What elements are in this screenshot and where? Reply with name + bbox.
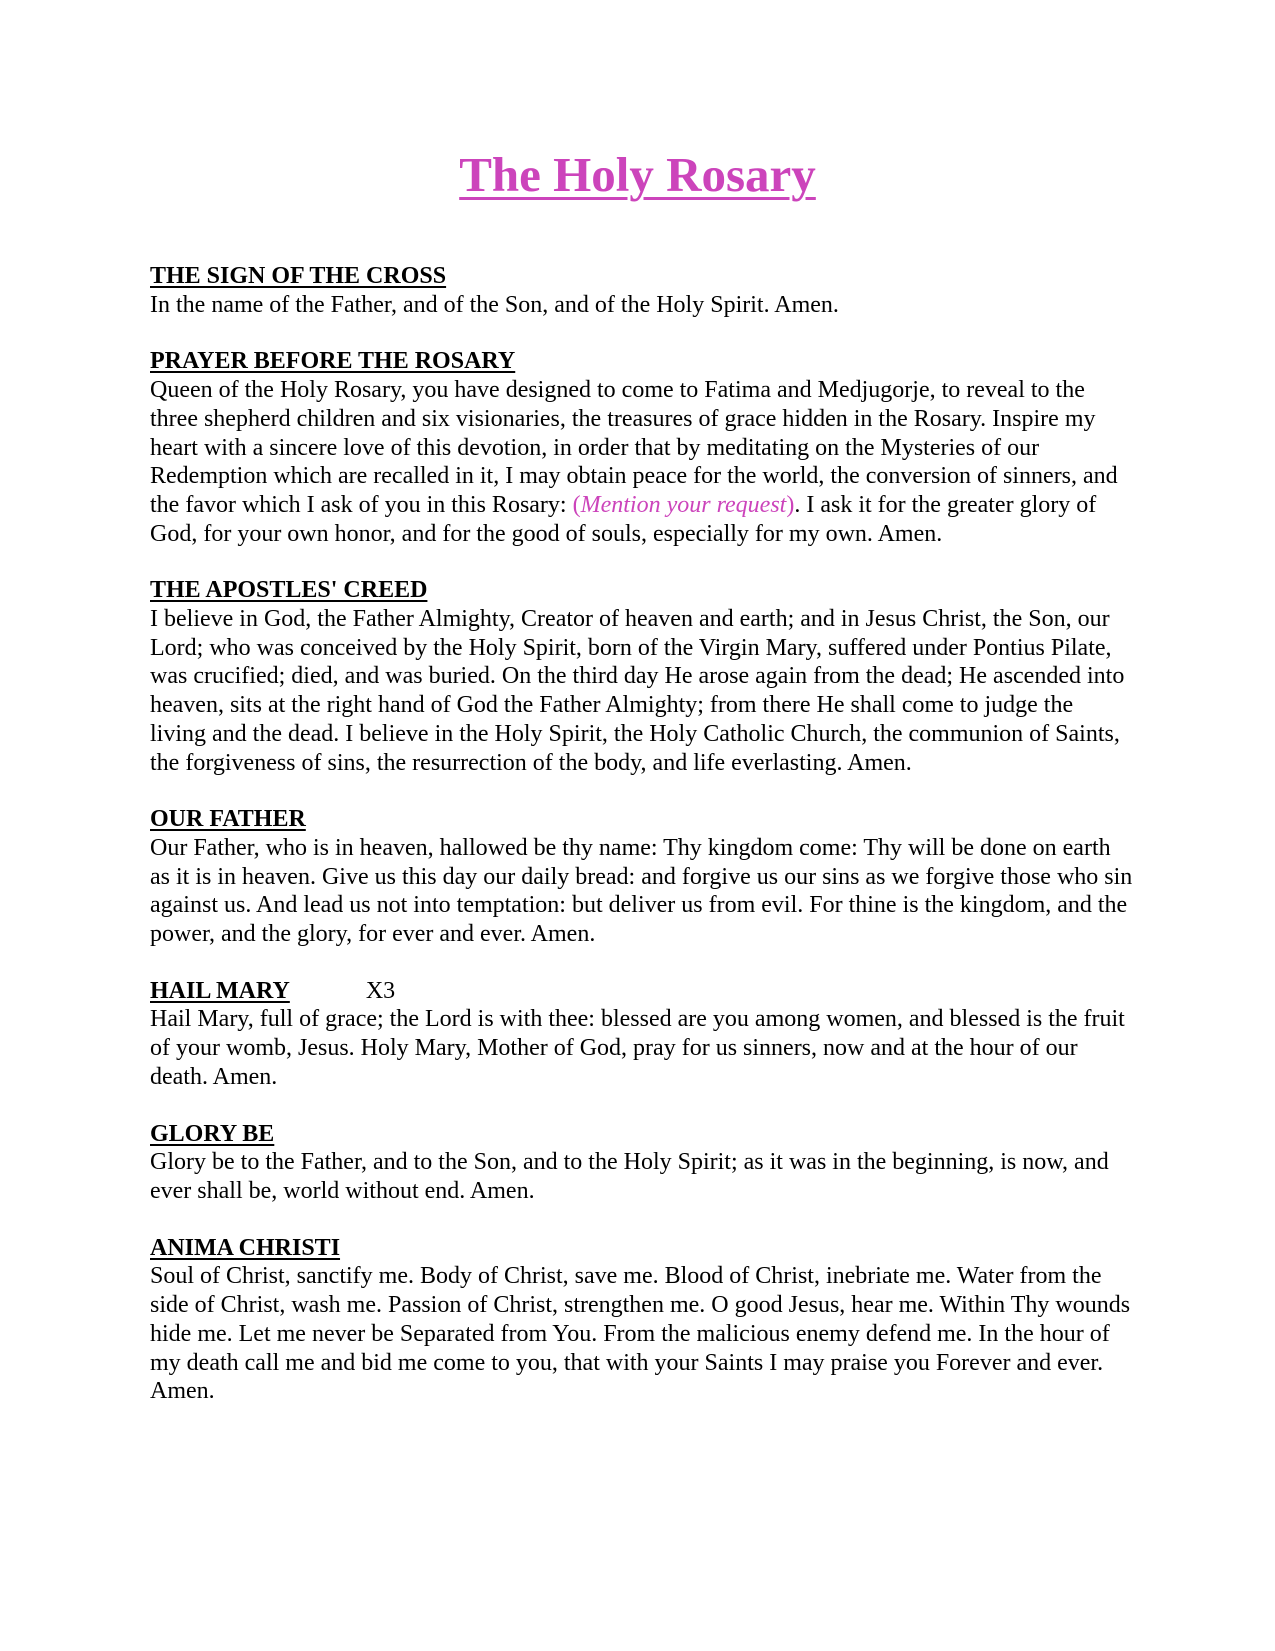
prayer-text (150, 376, 1135, 548)
section-hail-mary (150, 977, 1135, 1092)
request-paren-open: ( (572, 491, 581, 518)
prayer-text: In the name of the Father, and of the Son, and of the Holy Spirit. Amen. (150, 291, 839, 318)
prayer-text: I believe in God, the Father Almighty, Creator of heaven and earth; and in Jesus Christ, the Son, our Lord; who was conceived by the Holy Spirit, born of the Virgin Mary, suffered under Pontius Pilate, was crucified; died, and was buried. On the third day He arose again from the dead; He ascended into heaven, sits at the right hand of God the Father Almighty; from there He shall come to judge the living and the dead. I believe in the Holy Spirit, the Holy Catholic Church, the communion of Saints, the forgiveness of sins, the resurrection of the body, and life everlasting. Amen. (150, 606, 1125, 776)
request-paren-close: ) (786, 491, 795, 518)
section-heading: PRAYER BEFORE THE ROSARY (150, 348, 516, 375)
section-heading: HAIL MARY (150, 977, 290, 1004)
prayer-text: Glory be to the Father, and to the Son, and to the Holy Spirit; as it was in the beginning, is now, and ever shall be, world without end. Amen. (150, 1149, 1109, 1204)
repeat-count: X3 (365, 977, 396, 1004)
section-prayer-before-rosary (150, 347, 1135, 548)
page-title: The Holy Rosary (459, 147, 816, 202)
prayer-text: Our Father, who is in heaven, hallowed be thy name: Thy kingdom come: Thy will be done on earth as it is in heaven. Give us this day our daily bread: and forgive us our sins as we forgive those who sin against us. And lead us not into temptation: but deliver us from evil. For thine is the kingdom, and the power, and the glory, for ever and ever. Amen. (150, 834, 1133, 948)
request-placeholder: Mention your request (580, 491, 787, 518)
section-sign-of-the-cross (150, 262, 1135, 319)
section-heading: ANIMA CHRISTI (150, 1234, 341, 1261)
prayer-text-part: Queen of the Holy Rosary, you have designed to come to Fatima and Medjugorje, to reveal to the three shepherd children and six visionaries, the treasures of grace hidden in the Rosary. Inspire my heart with a sincere love of this devotion, in order that by meditating on the Mysteries of our Redemption which are recalled in it, I may obtain peace for the world, the conversion of sinners, and the favor which I ask of you in this Rosary: (150, 377, 1118, 518)
prayer-text: Soul of Christ, sanctify me. Body of Christ, save me. Blood of Christ, inebriate me. Water from the side of Christ, wash me. Passion of Christ, strengthen me. O good Jesus, hear me. Within Thy wounds hide me. Let me never be Separated from You. From the malicious enemy defend me. In the hour of my death call me and bid me come to you, that with your Saints I may praise you Forever and ever. Amen. (150, 1263, 1131, 1405)
prayer-text-part: . I ask it for the greater glory of God, for your own honor, and for the good of souls, especially for my own. Amen. (150, 491, 1097, 547)
prayer-text: Hail Mary, full of grace; the Lord is with thee: blessed are you among women, and blessed is the fruit of your womb, Jesus. Holy Mary, Mother of God, pray for us sinners, now and at the hour of our death. Amen. (150, 1006, 1125, 1090)
section-heading: GLORY BE (150, 1120, 275, 1147)
section-heading: OUR FATHER (150, 806, 306, 833)
section-apostles-creed (150, 576, 1135, 777)
section-heading: THE SIGN OF THE CROSS (150, 263, 447, 289)
prayer-content (150, 262, 1135, 1434)
section-our-father (150, 805, 1135, 949)
section-anima-christi (150, 1234, 1135, 1406)
section-glory-be (150, 1120, 1135, 1206)
section-heading: THE APOSTLES' CREED (150, 577, 428, 604)
